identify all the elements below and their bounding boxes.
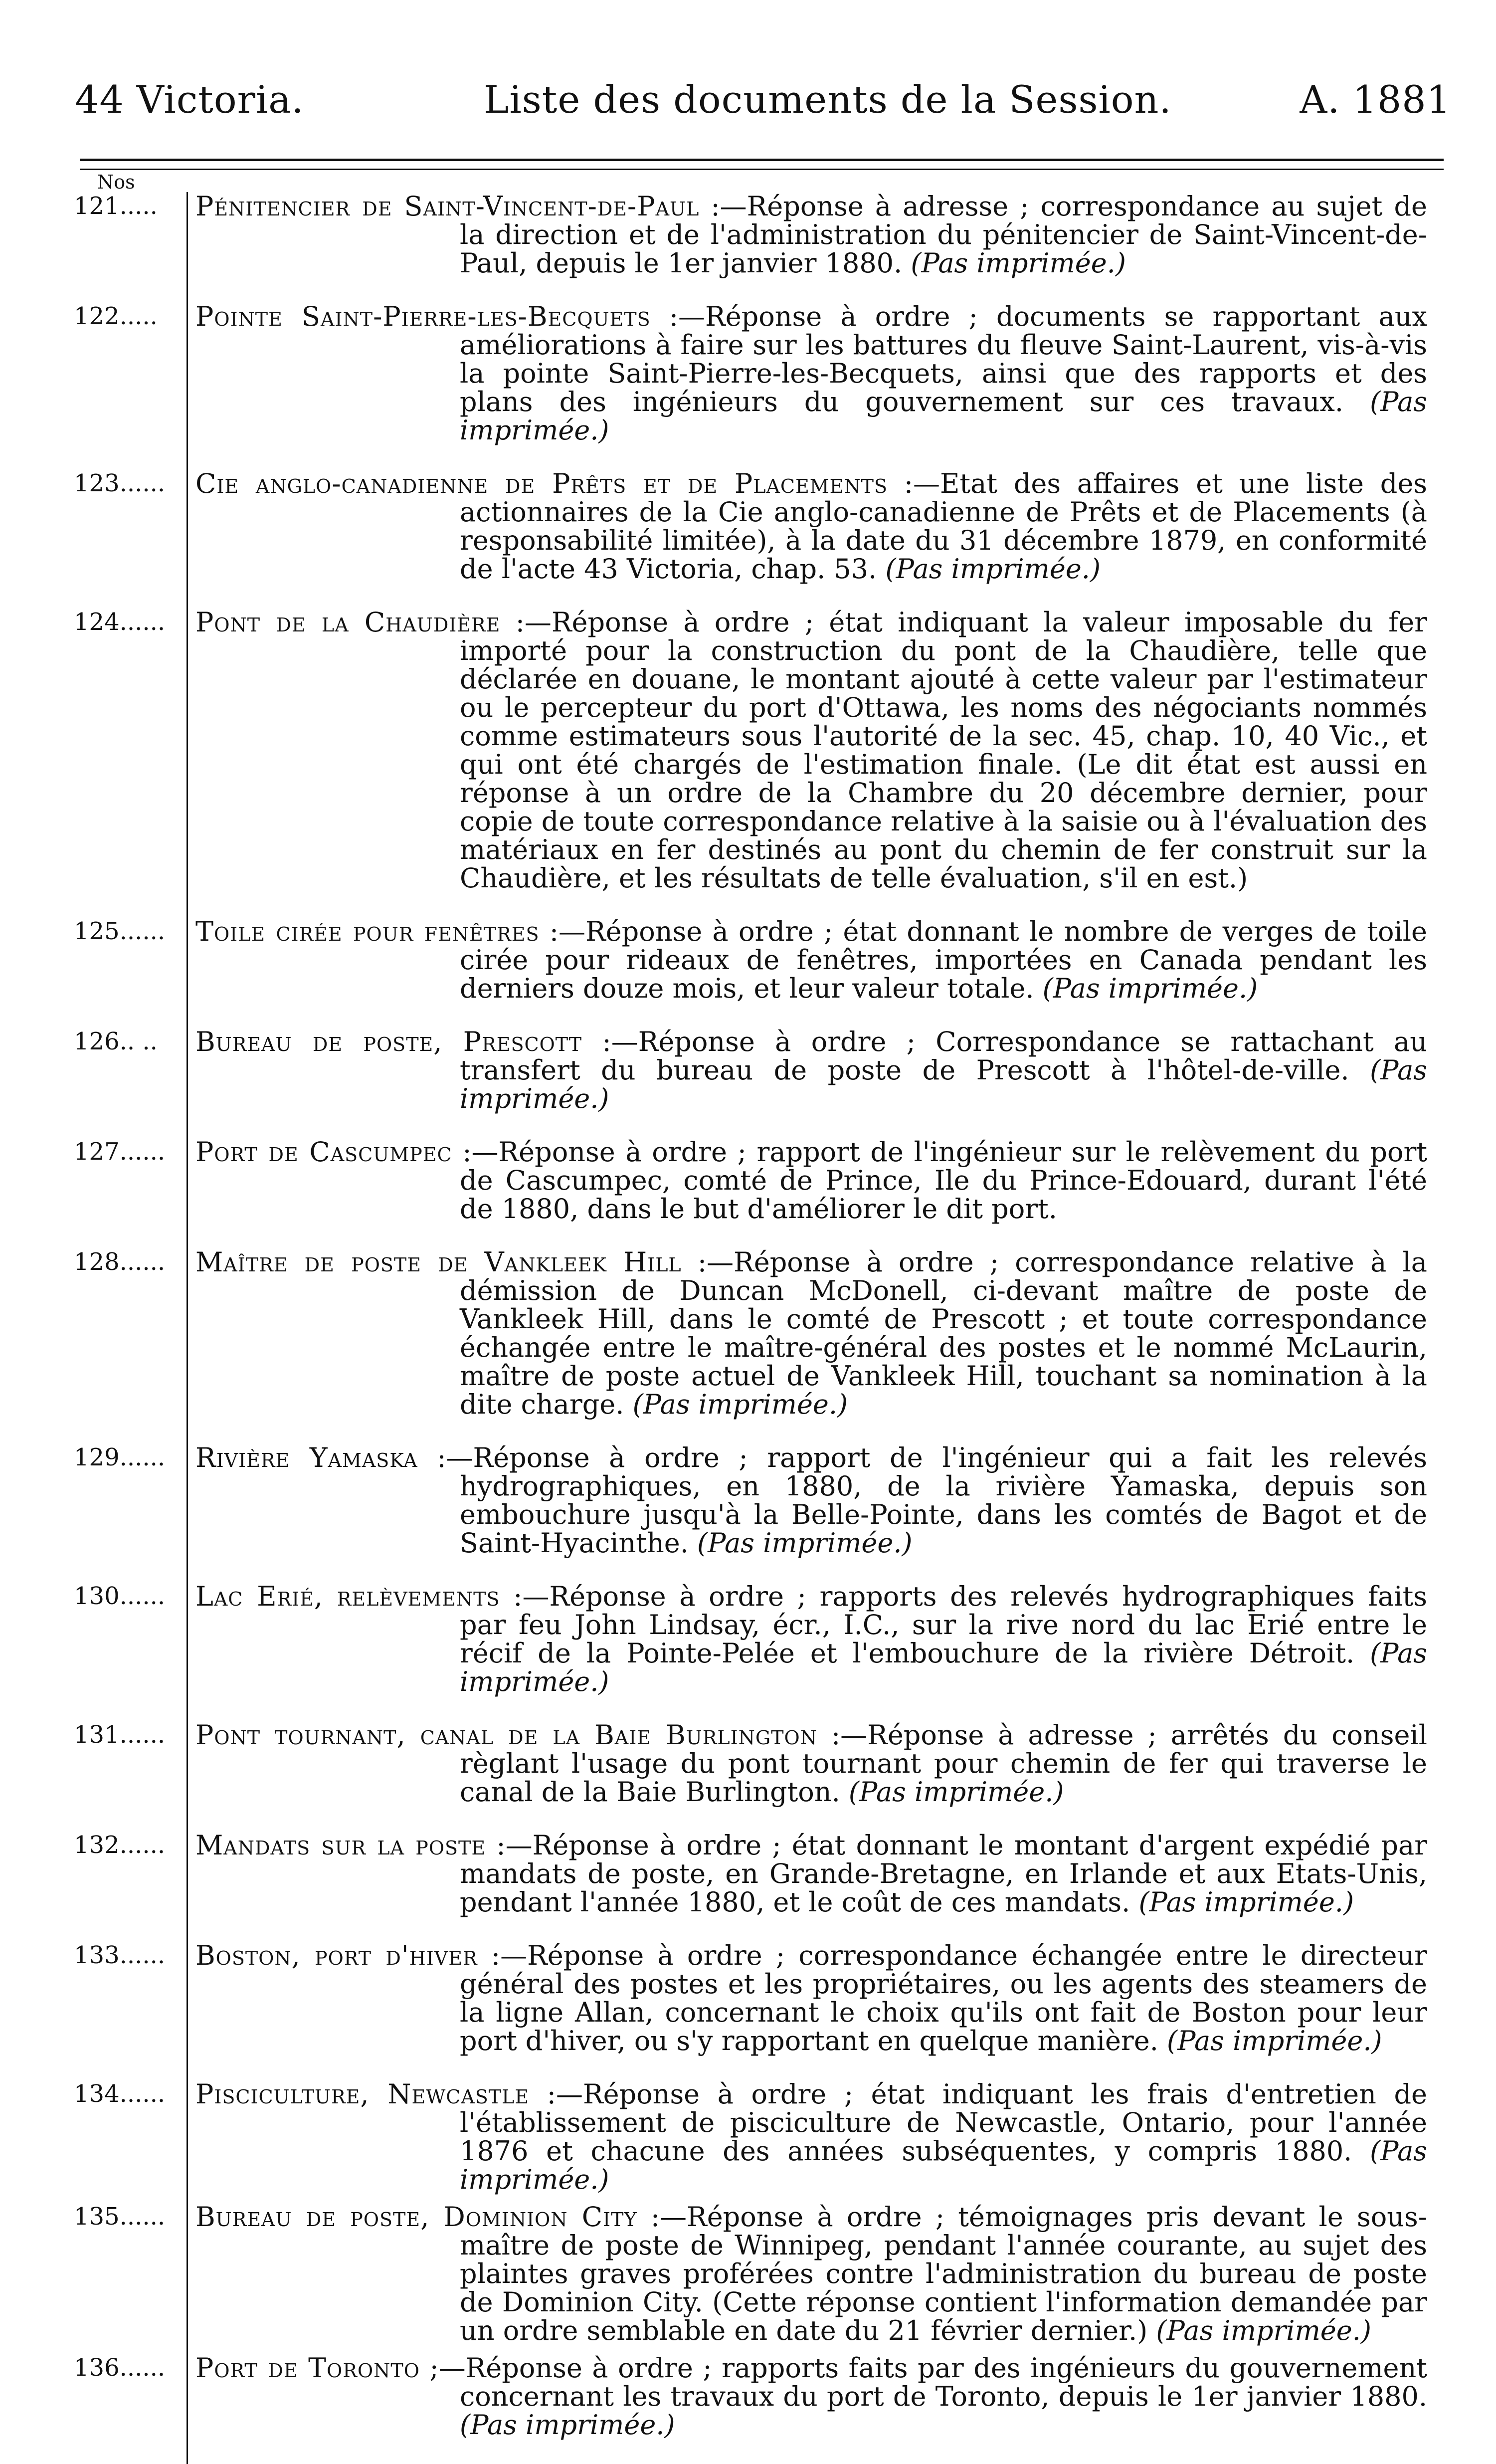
entry-text: :—Réponse à ordre ; rapport de l'ingénieur sur le relèvement du port de Cascumpec, comté de Prince, Ile du Prince-Edouard, durant l'été de 1880, dans le but d'améliorer le dit port. [460,1136,1428,1225]
entry-title: Pointe Saint-Pierre-les-Becquets [195,301,651,332]
entry-title: Toile cirée pour fenêtres [195,916,540,947]
entry-body [195,1443,1427,1557]
entry-divider [187,608,188,917]
entry-text: :—Réponse à ordre ; documents se rapportant aux améliorations à faire sur les battures du fleuve Saint-Laurent, vis-à-vis la pointe Saint-Pierre-les-Becquets, ainsi que des rapports et des plans des ingénieurs du gouvernement sur ces travaux. [460,301,1427,417]
entry-status: (Pas imprimée.) [1156,2315,1371,2346]
header-rule-thick [80,159,1444,161]
header-title: Liste des documents de la Session. [484,77,1172,122]
entry-divider [187,192,188,302]
entry-status: (Pas imprimée.) [632,1389,848,1420]
list-item [0,2354,1496,2439]
entry-title: Boston, port d'hiver [195,1940,478,1971]
entry-body [195,1582,1427,1696]
entry-text: :—Réponse à ordre ; correspondance échangée entre le directeur général des postes et les propriétaires, ou les agents des steamers de la ligne Allan, concernant le choix qu'ils ont fait de Boston pour leur port d'hiver, ou s'y rapportant en quelque manière. [460,1940,1427,2056]
entry-divider [187,469,188,608]
list-item [0,1941,1496,2055]
entry-number: 133...... [74,1941,166,1969]
list-item [0,608,1496,892]
list-item [0,1831,1496,1916]
entry-status: (Pas imprimée.) [697,1527,913,1559]
entry-text: ;—Réponse à ordre ; rapports faits par des ingénieurs du gouvernement concernant les travaux du port de Toronto, depuis le 1er janvier 1880. [429,2352,1427,2412]
entry-title: Maître de poste de Vankleek Hill [195,1246,682,1278]
entry-number: 124...... [74,608,166,636]
entry-number: 131...... [74,1721,166,1749]
list-item [0,1248,1496,1419]
entry-number: 127...... [74,1138,166,1166]
header-rule-thin [80,169,1444,170]
list-item [0,469,1496,583]
list-item [0,1443,1496,1557]
entry-text: :—Réponse à ordre ; état donnant le montant d'argent expédié par mandats de poste, en Grande-Bretagne, en Irlande et aux Etats-Unis, pendant l'année 1880, et le coût de ces mandats. [460,1830,1428,1918]
entry-text: :—Réponse à ordre ; rapports des relevés hydrographiques faits par feu John Lindsay, écr., I.C., sur la rive nord du lac Erié entre le récif de la Pointe-Pelée et l'embouchure de la rivière Détroit. [460,1581,1428,1669]
entry-text: :—Réponse à ordre ; Correspondance se rattachant au transfert du bureau de poste de Prescott à l'hôtel-de-ville. [460,1026,1428,1086]
document-list [0,192,1496,2464]
entry-title: Pont de la Chaudière [195,607,501,638]
entry-text: :—Etat des affaires et une liste des actionnaires de la Cie anglo-canadienne de Prêts et de Placements (à responsabilité limitée), à la date du 31 décembre 1879, en conformité de l'acte 43 Victoria, chap. 53. [460,468,1427,585]
entry-text: :—Réponse à ordre ; état indiquant la valeur imposable du fer importé pour la construction du pont de la Chaudière, telle que déclarée en douane, le montant ajouté à cette valeur par l'estimateur ou le percepteur du port d'Ottawa, les noms des négociants nommés comme estimateurs sous l'autorité de la sec. 45, chap. 10, 40 Vic., et qui ont été chargés de l'estimation finale. (Le dit état est aussi en réponse à un ordre de la Chambre du 20 décembre dernier, pour copie de toute correspondance relative à la saisie ou à l'évaluation des matériaux en fer destinés au pont du chemin de fer construit sur la Chaudière, et les résultats de telle évaluation, s'il en est.) [460,607,1427,894]
entry-body [195,2203,1427,2345]
entry-body [195,192,1427,277]
entry-number: 123...... [74,469,166,497]
entry-body [195,2354,1427,2439]
entry-divider [187,2203,188,2370]
entry-title: Port de Toronto [195,2352,420,2384]
header-right: A. 1881 [1300,77,1451,122]
entry-status: (Pas imprimée.) [460,1638,1427,1697]
entry-title: Pont tournant, canal de la Baie Burlington [195,1719,817,1751]
entry-number: 122..... [74,302,158,330]
entry-body [195,1831,1427,1916]
entry-number: 125...... [74,917,166,945]
entry-body [195,2080,1427,2194]
entry-number: 126.. .. [74,1027,158,1055]
entry-text: :—Réponse à ordre ; état donnant le nombre de verges de toile cirée pour rideaux de fenêtres, importées en Canada pendant les derniers douze mois, et leur valeur totale. [460,916,1427,1004]
entry-divider [187,2080,188,2219]
entry-body [195,1941,1427,2055]
column-label: Nos [97,171,135,193]
entry-divider [187,1248,188,1443]
entry-body [195,608,1427,892]
entry-title: Mandats sur la poste [195,1830,486,1861]
entry-divider [187,1443,188,1582]
entry-text: :—Réponse à ordre ; rapport de l'ingénieur qui a fait les relevés hydrographiques, en 1880, de la rivière Yamaska, depuis son embouchure jusqu'à la Belle-Pointe, dans les comtés de Bagot et de Saint-Hyacinthe. [437,1442,1427,1559]
list-item [0,1721,1496,1806]
entry-body [195,302,1427,444]
entry-title: Rivière Yamaska [195,1442,418,1473]
entry-divider [187,1582,188,1721]
entry-number: 128...... [74,1248,166,1276]
entry-status: (Pas imprimée.) [885,553,1101,585]
entry-text: :—Réponse à ordre ; témoignages pris devant le sous-maître de poste de Winnipeg, pendant l'année courante, au sujet des plaintes graves proférées contre l'administration du bureau de poste de Dominion City. (Cette réponse contient l'information demandée par un ordre semblable en date du 21 février dernier.) [460,2201,1427,2346]
entry-body [195,1138,1427,1223]
entry-title: Lac Erié, relèvements [195,1581,500,1612]
entry-divider [187,302,188,469]
page-header [75,75,1451,135]
entry-number: 129...... [74,1443,166,1471]
list-item [0,2080,1496,2194]
entry-number: 132...... [74,1831,166,1859]
entry-number: 136...... [74,2354,166,2382]
list-item [0,1027,1496,1113]
entry-text: :—Réponse à ordre ; état indiquant les frais d'entretien de l'établissement de pisciculture de Newcastle, Ontario, pour l'année 1876 et chacune des années subséquentes, y compris 1880. [460,2078,1428,2167]
entry-divider [187,1027,188,1138]
entry-number: 135...... [74,2203,166,2231]
entry-title: Bureau de poste, Dominion City [195,2201,637,2233]
entry-body [195,1721,1427,1806]
list-item [0,2203,1496,2345]
entry-divider [187,1138,188,1248]
entry-status: (Pas imprimée.) [460,386,1427,446]
entry-number: 121..... [74,192,158,220]
entry-text: :—Réponse à adresse ; correspondance au sujet de la direction et de l'administration du pénitencier de Saint-Vincent-de-Paul, depuis le 1er janvier 1880. [460,191,1427,279]
entry-body [195,1027,1427,1113]
entry-status: (Pas imprimée.) [1167,2025,1382,2056]
entry-text: :—Réponse à ordre ; correspondance relative à la démission de Duncan McDonell, ci-devant maître de poste de Vankleek Hill, dans le comté de Prescott ; et toute correspondance échangée entre le maître-général des postes et le nommé McLaurin, maître de poste actuel de Vankleek Hill, touchant sa nomination à la dite charge. [460,1246,1427,1420]
entry-title: Port de Cascumpec [195,1136,452,1168]
list-item [0,1582,1496,1696]
list-item [0,192,1496,277]
entry-status: (Pas imprimée.) [1138,1886,1354,1918]
entry-body [195,469,1427,583]
entry-status: (Pas imprimée.) [460,1054,1427,1114]
entry-text: :—Réponse à adresse ; arrêtés du conseil règlant l'usage du pont tournant pour chemin de fer qui traverse le canal de la Baie Burlington. [460,1719,1427,1808]
entry-title: Bureau de poste, Prescott [195,1026,582,1057]
entry-number: 134...... [74,2080,166,2108]
entry-title: Pisciculture, Newcastle [195,2078,530,2110]
entry-number: 130...... [74,1582,166,1610]
list-item [0,302,1496,444]
header-left: 44 Victoria. [75,77,304,122]
entry-status: (Pas imprimée.) [460,2409,675,2441]
entry-title: Pénitencier de Saint-Vincent-de-Paul [195,191,700,222]
entry-status: (Pas imprimée.) [1042,973,1258,1004]
list-item [0,917,1496,1003]
entry-body [195,917,1427,1003]
entry-divider [187,1941,188,2080]
entry-status: (Pas imprimée.) [911,247,1126,279]
entry-divider [187,2354,188,2464]
entry-status: (Pas imprimée.) [460,2135,1427,2195]
entry-divider [187,1721,188,1831]
entry-title: Cie anglo-canadienne de Prêts et de Placements [195,468,888,499]
entry-body [195,1248,1427,1419]
entry-status: (Pas imprimée.) [848,1776,1064,1808]
entry-divider [187,1831,188,1941]
entry-divider [187,917,188,1027]
list-item [0,1138,1496,1223]
